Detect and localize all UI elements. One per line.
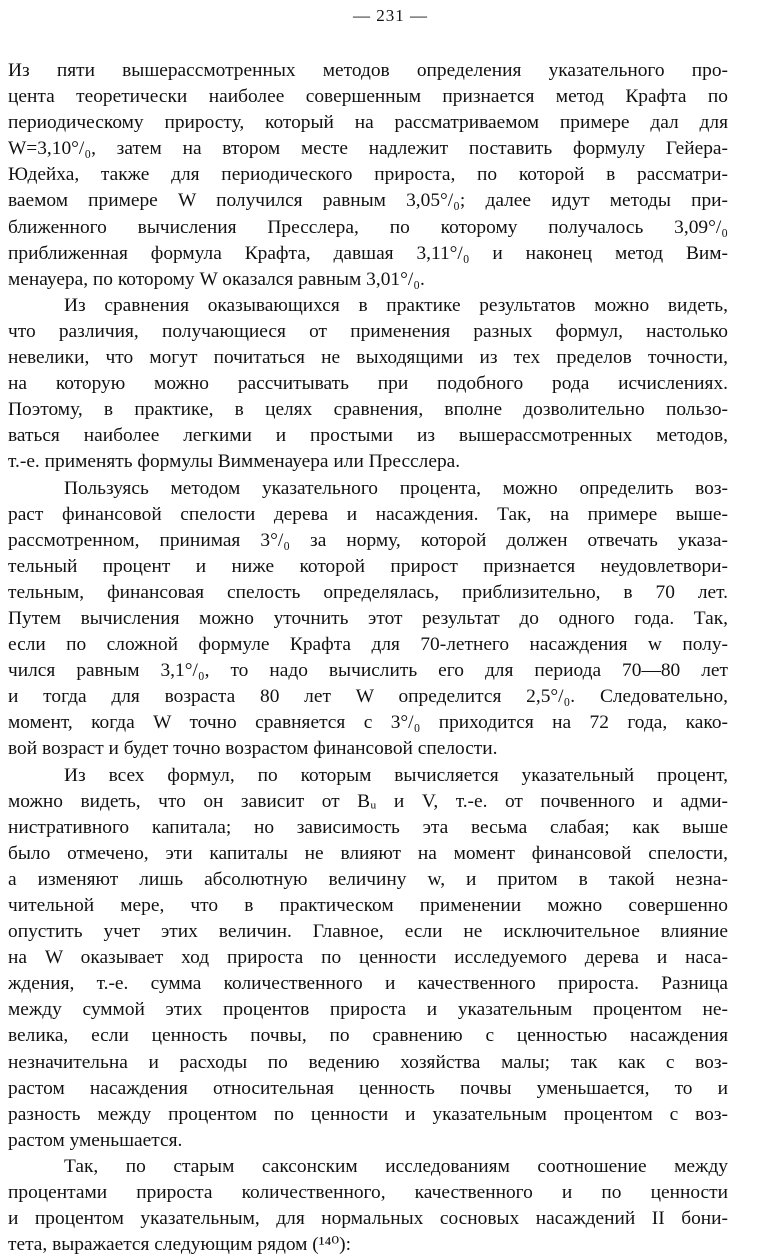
- text-line: велика, если ценность почвы, по сравнению с ценностью насаждения: [8, 1025, 728, 1047]
- text-line: растом насаждения относительная ценность почвы уменьшается, то и: [8, 1077, 728, 1099]
- text-line: и процентом указательным, для нормальных сосновых насаждений II бони-: [8, 1208, 728, 1230]
- text-line: что различия, получающиеся от применения разных формул, настолько: [8, 320, 728, 342]
- text-line: т.-е. применять формулы Вимменауера или Пресслера.: [8, 451, 461, 473]
- text-line: нистративного капитала; но зависимость эта весьма слабая; как выше: [8, 816, 728, 838]
- text-line: приближенная формула Крафта, давшая 3,11°/₀ и наконец метод Вим-: [8, 242, 728, 264]
- text-line: можно видеть, что он зависит от Bᵤ и V, т.-е. от почвенного и адми-: [8, 790, 728, 812]
- paragraph-5: [8, 1154, 728, 1258]
- text-line: чительной мере, что в практическом применении можно совершенно: [8, 895, 728, 916]
- text-line: Так, по старым саксонским исследованиям соотношение между: [64, 1155, 728, 1177]
- paragraph-1: [8, 58, 728, 293]
- paragraph-4: [8, 763, 728, 1154]
- text-line: Путем вычисления можно уточнить этот результат до одного года. Так,: [8, 607, 728, 629]
- text-line: и тогда для возраста 80 лет W определится 2,5°/₀. Следовательно,: [8, 686, 728, 708]
- text-line: Из всех формул, по которым вычисляется указательный процент,: [64, 764, 728, 786]
- paragraph-3: [8, 476, 728, 763]
- text-line: тета, выражается следующим рядом (¹⁴⁰):: [8, 1234, 351, 1256]
- page-number: — 231 —: [353, 6, 428, 25]
- text-line: незначительна и расходы по ведению хозяйства малы; так как с воз-: [8, 1051, 728, 1073]
- text-line: на W оказывает ход прироста по ценности исследуемого дерева и наса-: [8, 947, 728, 969]
- text-line: невелики, что могут почитаться не выходящими из тех пределов точности,: [8, 347, 728, 369]
- text-line: тельный процент и ниже которой прирост признается неудовлетвори-: [8, 555, 728, 577]
- text-line: Пользуясь методом указательного процента, можно определить воз-: [64, 477, 728, 499]
- text-line: а изменяют лишь абсолютную величину w, и притом в такой незна-: [8, 868, 728, 890]
- text-line: процентами прироста количественного, качественного и по ценности: [8, 1182, 728, 1204]
- text-line: между суммой этих процентов прироста и указательным процентом не-: [8, 999, 728, 1021]
- text-line: W=3,10°/₀, затем на втором месте надлежит поставить формулу Гейера-: [8, 138, 728, 160]
- text-line: если по сложной формуле Крафта для 70-летнего насаждения w полу-: [8, 634, 728, 656]
- text-line: момент, когда W точно сравняется с 3°/₀ приходится на 72 года, како-: [8, 712, 728, 734]
- text-line: Юдейха, также для периодического прироста, по которой в рассматри-: [8, 164, 728, 186]
- text-line: менауера, по которому W оказался равным 3,01°/₀.: [8, 268, 425, 290]
- text-line: Из сравнения оказывающихся в практике результатов можно видеть,: [64, 294, 728, 316]
- text-line: вой возраст и будет точно возрастом финансовой спелости.: [8, 738, 498, 760]
- text-line: чился равным 3,1°/₀, то надо вычислить его для периода 70—80 лет: [8, 660, 728, 682]
- text-line: цента теоретически наиболее совершенным признается метод Крафта по: [8, 86, 728, 108]
- text-line: на которую можно рассчитывать при подобного рода исчислениях.: [8, 373, 728, 395]
- paragraph-2: [8, 293, 728, 476]
- text-line: раст финансовой спелости дерева и насаждения. Так, на примере выше-: [8, 503, 728, 525]
- text-line: было отмечено, эти капиталы не влияют на момент финансовой спелости,: [8, 842, 728, 864]
- body-text: [8, 58, 728, 1258]
- text-line: периодическому приросту, который на рассматриваемом примере дал для: [8, 112, 728, 134]
- text-line: ваемом примере W получился равным 3,05°/₀; далее идут методы при-: [8, 190, 728, 212]
- text-line: ваться наиболее легкими и простыми из вышерассмотренных методов,: [8, 425, 728, 447]
- text-line: ближенного вычисления Пресслера, по которому получалось 3,09°/₀: [8, 216, 728, 238]
- text-line: опустить учет этих величин. Главное, если не исключительное влияние: [8, 921, 728, 943]
- text-line: тельным, финансовая спелость определялась, приблизительно, в 70 лет.: [8, 581, 728, 603]
- text-line: ждения, т.-е. сумма количественного и качественного прироста. Разница: [8, 973, 728, 995]
- text-line: рассмотренном, принимая 3°/₀ за норму, которой должен отвечать указа-: [8, 529, 728, 551]
- text-line: Поэтому, в практике, в целях сравнения, вполне дозволительно пользо-: [8, 399, 728, 421]
- text-line: растом уменьшается.: [8, 1129, 183, 1151]
- text-line: Из пяти вышерассмотренных методов определения указательного про-: [8, 60, 728, 81]
- text-line: разность между процентом по ценности и указательным процентом с воз-: [8, 1103, 728, 1125]
